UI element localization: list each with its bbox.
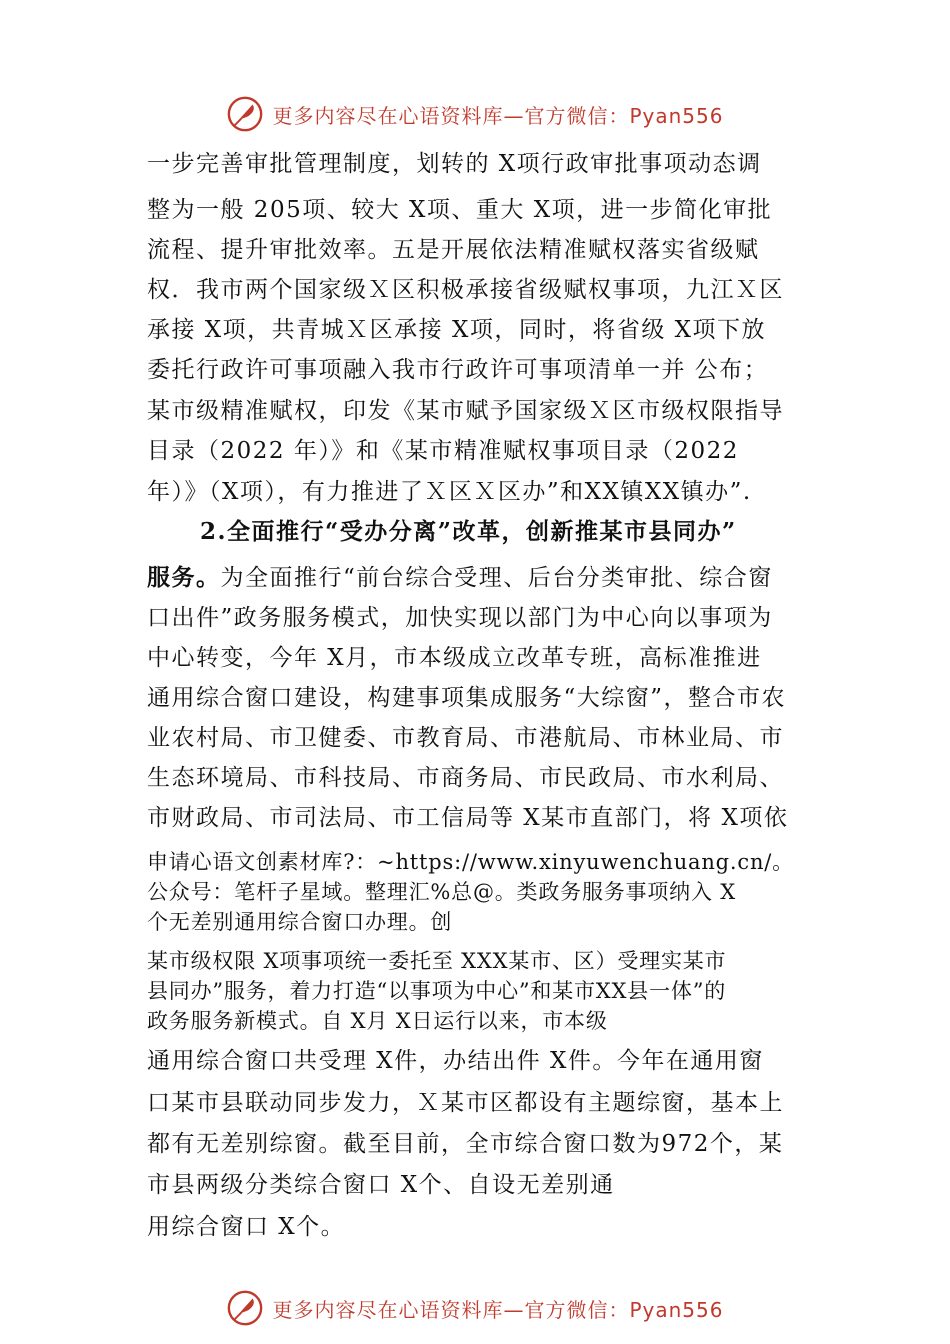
footer-banner (0, 1286, 950, 1330)
body-line: 某市级精准赋权，印发《某市赋予国家级Ｘ区市级权限指导 (147, 398, 784, 424)
body-line: 权．我市两个国家级Ｘ区积极承接省级赋权事项，九江Ｘ区 (147, 277, 784, 303)
quill-feather-icon (226, 1289, 264, 1327)
body-line: 县同办”服务，着力打造“以事项为中心”和某市XX县一体”的 (147, 979, 727, 1003)
body-line: 市县两级分类综合窗口 X个、自设无差别通 (147, 1172, 615, 1198)
body-line: 生态环境局、市科技局、市商务局、市民政局、市水利局、 (147, 765, 784, 791)
quill-feather-icon (226, 95, 264, 133)
body-line: 业农村局、市卫健委、市教育局、市港航局、市林业局、市 (147, 725, 784, 751)
body-line: 流程、提升审批效率。五是开展依法精准赋权落实省级赋 (147, 237, 760, 263)
body-line: 通用综合窗口共受理 X件，办结出件 X件。今年在通用窗 (147, 1048, 764, 1074)
footer-banner-text: 更多内容尽在心语资料库—官方微信：Pyan556 (272, 1297, 724, 1322)
body-line: 中心转变，今年 X月，市本级成立改革专班，高标准推进 (147, 645, 762, 671)
body-line: 政务服务新模式。自 X月 X日运行以来，市本级 (147, 1009, 608, 1033)
body-line: 年）》（X项），有力推进了Ｘ区Ｘ区办”和XX镇XX镇办”. (147, 479, 752, 505)
body-line: 委托行政许可事项融入我市行政许可事项清单一并 公布； (147, 357, 769, 383)
body-line: 某市级权限 X项事项统一委托至 XXX某市、区）受理实某市 (147, 949, 727, 973)
section-heading-end: 服务。 (147, 564, 221, 591)
body-line-text: 为全面推行“前台综合受理、后台分类审批、综合窗 (220, 565, 773, 591)
body-line: 口某市县联动同步发力，Ｘ某市区都设有主题综窗，基本上 (147, 1090, 784, 1116)
body-line: 承接 X项，共青城Ｘ区承接 X项，同时，将省级 X项下放 (147, 317, 767, 343)
body-line: 整为一般 205项、较大 X项、重大 X项，进一步简化审批 (147, 197, 773, 223)
body-line: 都有无差别综窗。截至目前，全市综合窗口数为972个，某 (147, 1131, 784, 1157)
body-line: 个无差别通用综合窗口办理。创 (147, 910, 453, 934)
body-line: 公众号：笔杆子星域。整理汇%总@。类政务服务事项纳入 X (147, 880, 736, 904)
body-line: 口出件”政务服务模式，加快实现以部门为中心向以事项为 (147, 605, 773, 631)
body-line: 目录（2022 年）》和《某市精准赋权事项目录（2022 (147, 438, 739, 464)
body-line (147, 563, 773, 593)
body-line: 一步完善审批管理制度，划转的 X项行政审批事项动态调 (147, 151, 762, 177)
header-banner-text: 更多内容尽在心语资料库—官方微信：Pyan556 (272, 103, 724, 128)
section-heading: 2.全面推行“受办分离”改革，创新推某市县同办” (200, 518, 737, 545)
body-line: 通用综合窗口建设，构建事项集成服务“大综窗”，整合市农 (147, 685, 787, 711)
header-banner (0, 92, 950, 136)
body-line: 市财政局、市司法局、市工信局等 X某市直部门，将 X项依 (147, 805, 789, 831)
body-line: 用综合窗口 X个。 (147, 1214, 346, 1240)
body-line: 申请心语文创素材库?：~https://www.xinyuwenchuang.cn/。 (147, 850, 794, 874)
